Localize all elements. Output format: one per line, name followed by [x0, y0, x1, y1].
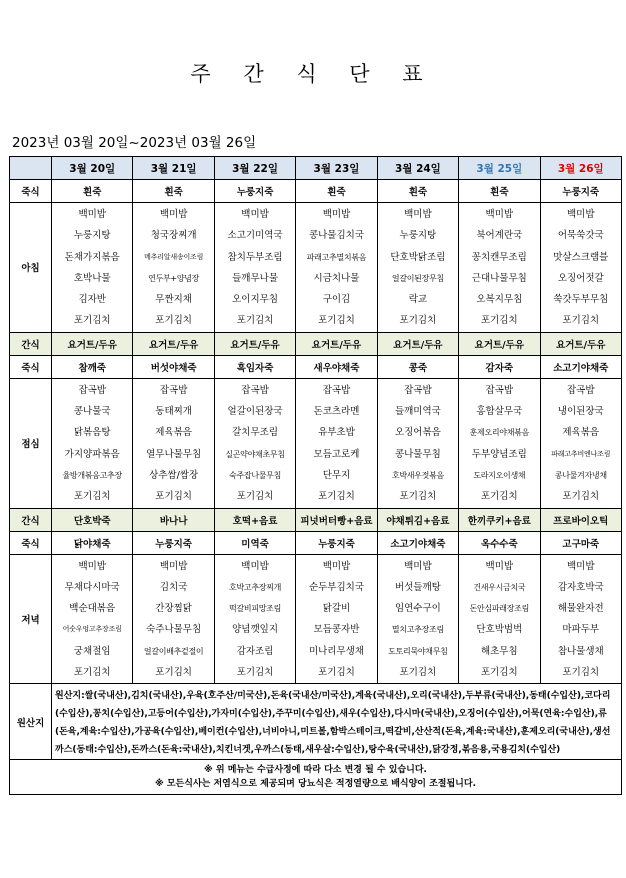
dish: 간장찜닭: [155, 603, 192, 615]
dish: 락교: [408, 294, 428, 306]
breakfast_porridge-item: 흰죽: [296, 180, 377, 203]
snack2-label: 간식: [10, 508, 52, 531]
snack2-item: 바나나: [133, 508, 214, 531]
dish: 포기김치: [73, 491, 111, 503]
snack2-item: 야채튀김+음료: [377, 508, 458, 531]
note-line: ※ 위 메뉴는 수급사정에 따라 다소 변경 될 수 있습니다.: [204, 765, 427, 776]
dish: 가지양파볶음: [64, 448, 120, 460]
dish: 잡곡밥: [241, 384, 269, 396]
lunch-cell: [296, 378, 377, 508]
dish: 도라지오이생채: [473, 470, 526, 480]
snack2-item: 호떡+음료: [214, 508, 295, 531]
dish: 포기김치: [318, 491, 355, 503]
dinner_porridge-item: 옥수수죽: [459, 531, 540, 554]
snack1-item: 요거트/두유: [377, 332, 458, 355]
lunch-label: 점심: [10, 378, 52, 508]
dish: 제육볶음: [562, 427, 600, 439]
lunch_porridge-item: 소고기야채죽: [540, 355, 621, 378]
dish: 미나리무생채: [308, 645, 364, 657]
dish: 숙주잡나물무침: [229, 470, 282, 480]
dinner-cell: [52, 554, 133, 684]
dish: 돈채가지볶음: [64, 251, 120, 263]
dish: 포기김치: [562, 667, 600, 679]
dish: 감자호박국: [557, 581, 604, 593]
notes-row: [10, 760, 622, 795]
dish: 포기김치: [155, 315, 192, 327]
dish: 감자조림: [236, 645, 274, 657]
snack1-row: [10, 332, 622, 355]
dish: 포기김치: [480, 667, 518, 679]
dish: 포기김치: [318, 667, 355, 679]
dish: 갈치무조림: [232, 427, 278, 439]
breakfast_porridge-item: 흰죽: [133, 180, 214, 203]
dish: 실곤약야채초무침: [225, 449, 285, 459]
day-header: 3월 20일: [52, 157, 133, 180]
breakfast_porridge-item: 누룽지죽: [214, 180, 295, 203]
dish: 얼갈이된장국: [227, 406, 283, 418]
dish: 상추쌈/쌈장: [149, 469, 199, 481]
dish: 순두부김치국: [308, 581, 364, 593]
dish: 포기김치: [399, 315, 437, 327]
dish: 김자반: [78, 294, 106, 306]
dish: 근대나물무침: [471, 272, 527, 284]
dish: 누룽지탕: [73, 230, 111, 242]
snack1-item: 요거트/두유: [459, 332, 540, 355]
dinner_porridge-row: [10, 531, 622, 554]
dinner-cell: [296, 554, 377, 684]
snack1-item: 요거트/두유: [214, 332, 295, 355]
dish: 북어계란국: [476, 230, 523, 242]
dish: 율방개볶음고추장: [62, 470, 122, 480]
dish: 오징어볶음: [394, 427, 441, 439]
dish: 포기김치: [236, 667, 274, 679]
weekly-menu-table: [9, 156, 622, 795]
dish: 백미밥: [78, 209, 106, 220]
dish: 멸치고추장조림: [391, 625, 444, 635]
lunch_porridge-label: 죽식: [10, 355, 52, 378]
dish: 무채다시마국: [64, 581, 120, 593]
dish: 백미밥: [485, 560, 514, 572]
lunch-cell: [133, 378, 214, 508]
dish: 제육볶음: [155, 427, 192, 439]
dish: 모듬고로케: [313, 448, 360, 460]
dish: 잡곡밥: [159, 384, 188, 396]
dinner_porridge-item: 누룽지죽: [133, 531, 214, 554]
origin-label: 원산지: [10, 684, 52, 760]
breakfast-cell: [214, 203, 295, 333]
dish: 백미밥: [567, 209, 595, 220]
dish: 잡곡밥: [567, 384, 595, 396]
lunch_porridge-item: 버섯야채죽: [133, 355, 214, 378]
dish: 도토리묵야채무침: [388, 646, 448, 656]
dish: 모듬콩자반: [313, 624, 360, 636]
dinner_porridge-item: 고구마죽: [540, 531, 621, 554]
lunch-cell: [52, 378, 133, 508]
dish: 잡곡밥: [404, 384, 432, 396]
dish: 파래고추멸치볶음: [306, 252, 367, 262]
dish: 유부초밥: [318, 427, 355, 439]
dish: 잡곡밥: [322, 384, 351, 396]
snack2-item: 프로바이오틱: [540, 508, 621, 531]
dish: 백미밥: [567, 560, 595, 572]
breakfast-cell: [540, 203, 621, 333]
dish: 콩나물김치국: [308, 230, 364, 242]
dinner-cell: [377, 554, 458, 684]
day-header: 3월 21일: [133, 157, 214, 180]
snack1-item: 요거트/두유: [296, 332, 377, 355]
breakfast-cell: [459, 203, 540, 333]
breakfast-cell: [377, 203, 458, 333]
snack2-item: 피넛버터빵+음료: [296, 508, 377, 531]
dish: 백미밥: [159, 209, 188, 220]
dish: 건새우시금치국: [473, 582, 526, 592]
dish: 백미밥: [241, 209, 269, 220]
breakfast_porridge-item: 흰죽: [377, 180, 458, 203]
breakfast-cell: [52, 203, 133, 333]
day-header: 3월 26일: [540, 157, 621, 180]
dinner_porridge-item: 닭야채죽: [52, 531, 133, 554]
dish: 훈제오리야채볶음: [469, 428, 530, 438]
dish: 어숫우엉고추장조림: [62, 625, 122, 634]
lunch_porridge-row: [10, 355, 622, 378]
dish: 포기김치: [562, 491, 600, 503]
dish: 포기김치: [155, 491, 192, 503]
snack2-row: [10, 508, 622, 531]
dish: 백순대볶음: [69, 603, 116, 615]
dish: 홍합살무국: [476, 406, 523, 418]
dish: 얼갈이된장무침: [391, 273, 444, 283]
lunch_porridge-item: 감자죽: [459, 355, 540, 378]
day-header: 3월 22일: [214, 157, 295, 180]
dinner-cell: [133, 554, 214, 684]
dish: 백미밥: [322, 209, 351, 220]
lunch-cell: [214, 378, 295, 508]
dinner-row: [10, 554, 622, 684]
dish: 꽁치캔무조림: [471, 251, 527, 263]
dish: 콩나물국: [73, 406, 111, 418]
snack2-item: 단호박죽: [52, 508, 133, 531]
dish: 파래고추비엔나조림: [551, 449, 611, 458]
breakfast-cell: [296, 203, 377, 333]
lunch-cell: [540, 378, 621, 508]
breakfast_porridge-item: 흰죽: [52, 180, 133, 203]
dish: 단호박범벅: [476, 624, 523, 636]
dinner-label: 저녁: [10, 554, 52, 684]
dish: 호박새우젓볶음: [391, 470, 444, 480]
dinner_porridge-label: 죽식: [10, 531, 52, 554]
lunch-cell: [459, 378, 540, 508]
dish: 백미밥: [485, 209, 514, 220]
snack2-item: 한끼쿠키+음료: [459, 508, 540, 531]
dish: 연두부+양념장: [148, 273, 200, 283]
dish: 쑥갓두부무침: [553, 294, 609, 306]
dish: 포기김치: [236, 315, 274, 327]
dish: 맛살스크램블: [553, 251, 609, 263]
breakfast_porridge-label: 죽식: [10, 180, 52, 203]
dish: 콩나물무침: [394, 448, 441, 460]
dish: 포기김치: [399, 491, 437, 503]
dish: 호박고추장찌개: [229, 582, 282, 592]
snack1-label: 간식: [10, 332, 52, 355]
dish: 포기김치: [155, 667, 192, 679]
menu-period: 2023년 03월 20일~2023년 03월 26일: [12, 135, 257, 151]
dish: 구이김: [322, 294, 351, 306]
dish: 닭갈비: [322, 603, 351, 615]
dish: 해초무침: [480, 645, 518, 657]
dinner-cell: [459, 554, 540, 684]
dish: 누룽지탕: [399, 230, 437, 242]
snack1-item: 요거트/두유: [52, 332, 133, 355]
dish: 무짠지채: [155, 294, 192, 306]
dish: 열무나물무침: [146, 448, 202, 460]
dish: 백미밥: [78, 560, 106, 572]
dish: 버섯들깨탕: [394, 581, 441, 593]
lunch_porridge-item: 참깨죽: [52, 355, 133, 378]
dish: 백미밥: [241, 560, 269, 572]
notes-cell: [10, 760, 622, 795]
breakfast-cell: [133, 203, 214, 333]
snack1-item: 요거트/두유: [540, 332, 621, 355]
dish: 참나물생채: [557, 645, 604, 657]
dish: 들깨미역국: [394, 406, 441, 418]
dish: 양념깻잎지: [232, 624, 278, 636]
dish: 시금치나물: [313, 272, 360, 284]
breakfast-row: [10, 203, 622, 333]
dish: 포기김치: [73, 667, 111, 679]
dish: 소고기미역국: [227, 230, 283, 242]
dish: 잡곡밥: [78, 384, 106, 396]
day-header: 3월 25일: [459, 157, 540, 180]
dish: 궁채절임: [73, 645, 111, 657]
dish: 동태찌개: [155, 406, 192, 418]
dish: 냉이된장국: [557, 406, 604, 418]
dish: 참치두부조림: [227, 251, 283, 263]
snack1-item: 요거트/두유: [133, 332, 214, 355]
lunch_porridge-item: 콩죽: [377, 355, 458, 378]
breakfast_porridge-item: 흰죽: [459, 180, 540, 203]
dish: 오징어젓갈: [557, 272, 604, 284]
dinner_porridge-item: 소고기야채죽: [377, 531, 458, 554]
dish: 단호박닭조림: [390, 251, 446, 263]
dish: 포기김치: [399, 667, 437, 679]
page-title: 주 간 식 단 표: [190, 62, 436, 86]
dish: 오이지무침: [232, 294, 278, 306]
dish: 포기김치: [562, 315, 600, 327]
dish: 김치국: [159, 581, 188, 593]
dish: 닭볶음탕: [73, 427, 111, 439]
lunch_porridge-item: 흑임자죽: [214, 355, 295, 378]
dish: 백미밥: [159, 560, 188, 572]
note-line: ※ 모든식사는 저염식으로 제공되며 당뇨식은 적정열량으로 배식양이 조절됩니다.: [154, 779, 476, 790]
dinner_porridge-item: 미역죽: [214, 531, 295, 554]
breakfast_porridge-row: [10, 180, 622, 203]
dish: 백미밥: [322, 560, 351, 572]
dish: 해물완자전: [557, 603, 604, 615]
lunch-cell: [377, 378, 458, 508]
dish: 포기김치: [318, 315, 355, 327]
lunch-row: [10, 378, 622, 508]
dish: 포기김치: [73, 315, 111, 327]
dish: 어묵쑥갓국: [557, 230, 604, 242]
dinner-cell: [540, 554, 621, 684]
dish: 들깨무나물: [232, 272, 278, 284]
dish: 임연수구이: [394, 603, 441, 615]
dish: 포기김치: [480, 491, 518, 503]
dish: 포기김치: [236, 491, 274, 503]
dish: 백미밥: [404, 209, 432, 220]
origin-row: [10, 684, 622, 760]
dish: 얼갈이배추겉절이: [143, 646, 204, 656]
dish: 콩나물겨자냉채: [554, 470, 607, 480]
dinner-cell: [214, 554, 295, 684]
dish: 마파두부: [562, 624, 600, 636]
dish: 오복지무침: [476, 294, 523, 306]
dish: 두부양념조림: [471, 448, 527, 460]
header-corner: [10, 157, 52, 180]
day-header-row: [10, 157, 622, 180]
dish: 숙주나물무침: [146, 624, 202, 636]
lunch_porridge-item: 새우야채죽: [296, 355, 377, 378]
dish: 잡곡밥: [485, 384, 514, 396]
breakfast_porridge-item: 누룽지죽: [540, 180, 621, 203]
dish: 메추리알새송이조림: [144, 252, 204, 261]
dish: 단무지: [322, 469, 351, 481]
breakfast-label: 아침: [10, 203, 52, 333]
dish: 돈안심파래장조림: [469, 604, 530, 614]
dish: 호박나물: [73, 272, 111, 284]
day-header: 3월 24일: [377, 157, 458, 180]
origin-text: 원산지:쌀(국내산),김치(국내산),우육(호주산/미국산),돈육(국내산/미국산),계육(국내산),오리(국내산),두부류(국내산),동태(수입산),코다리(수입산),꽁치(수입산),고등어(수입산),가자미(수입산),주꾸미(수입산),새우(수입산),다시마(국내산),오징어(수입산),어묵(연육:수입산),류(돈육,계육:수입산),가공육(수입산),베이컨(수입산),너비아니,미트볼,함박스테이크,떡갈비,산산적(돈육,계육:국내산),훈제오리(국내산),생선까스(동태:수입산),돈까스(돈육:국내산),치킨너겟,우까스(동태,새우살:수입산),탕수육(국내산),닭강정,볶음용,국용김치(수입산): [52, 684, 622, 760]
dish: 청국장찌개: [150, 230, 197, 242]
dish: 돈코츠라멘: [313, 406, 360, 418]
dish: 백미밥: [404, 560, 432, 572]
day-header: 3월 23일: [296, 157, 377, 180]
dish: 포기김치: [480, 315, 518, 327]
dish: 떡갈비피망조림: [229, 604, 282, 614]
dinner_porridge-item: 누룽지죽: [296, 531, 377, 554]
